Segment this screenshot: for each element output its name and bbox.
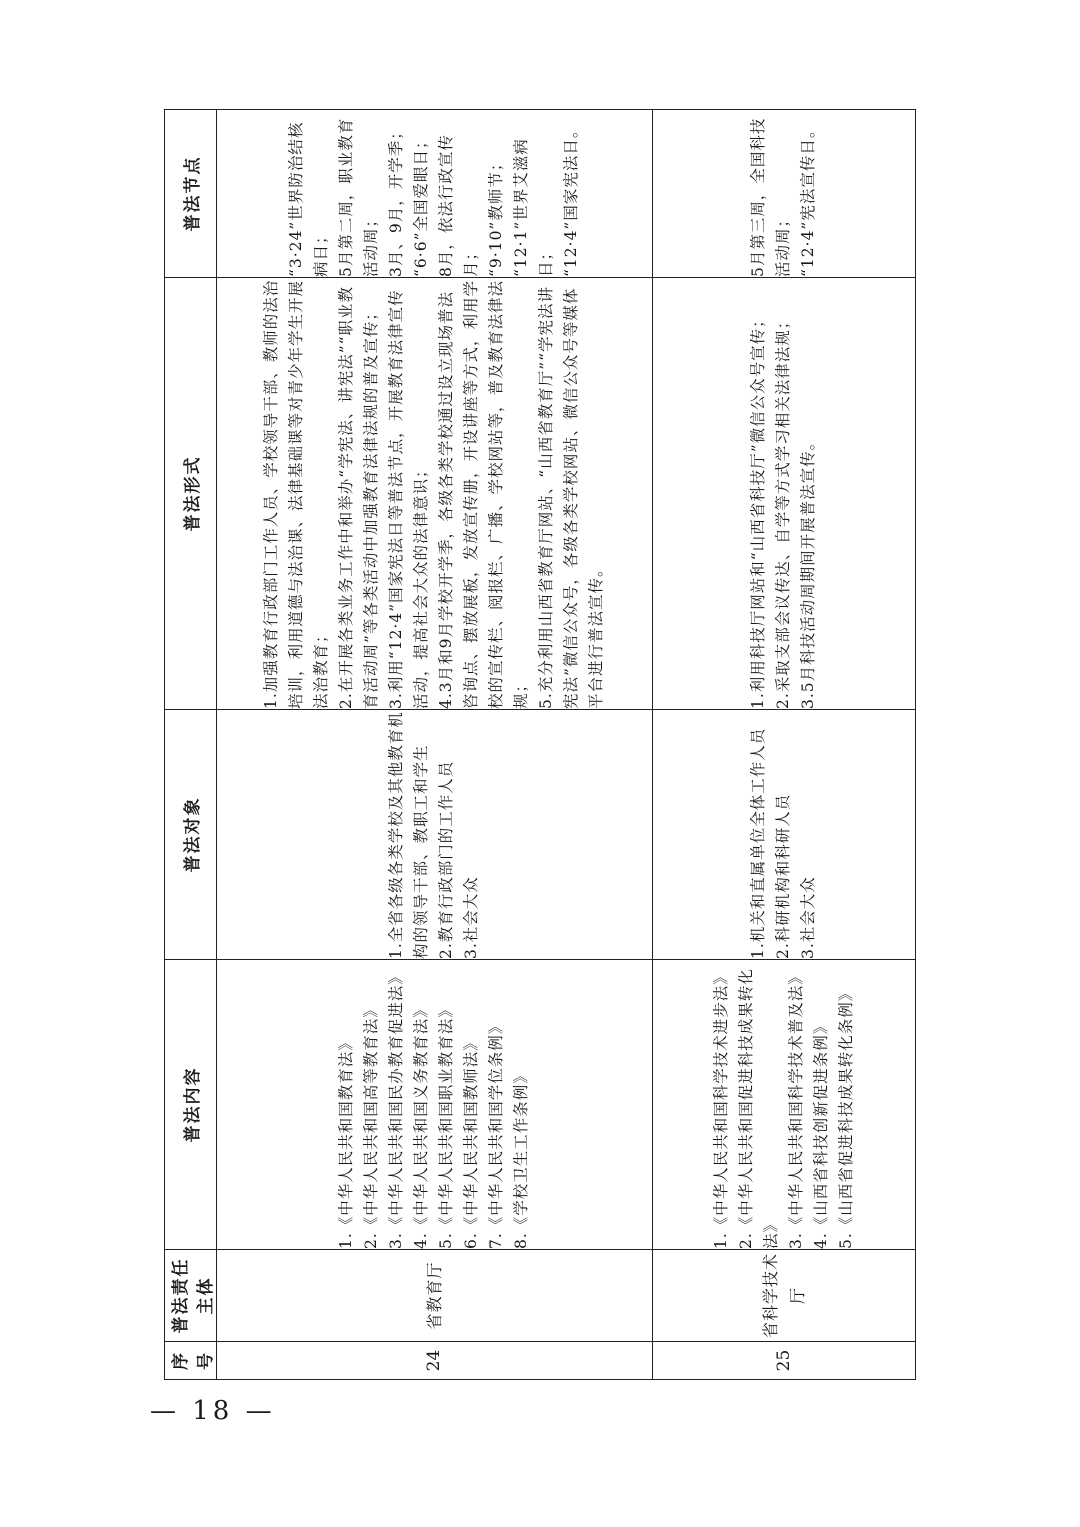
target-item: 3.社会大众 <box>799 876 818 959</box>
target-item: 1.全省各级各类学校及其他教育机构的领导干部、教职工和学生 <box>387 711 431 959</box>
form-item: 4.3月和9月学校开学季，各级各类学校通过设立现场普法咨询点、摆放展板，发放宣传册，开设讲座等方式，利用学校的宣传栏、阅报栏、广播、学校网站等，普及教育法律法规； <box>437 279 531 709</box>
content-cell <box>217 960 653 1250</box>
content-item: 6.《中华人民共和国教师法》 <box>462 1034 481 1249</box>
content-item: 5.《山西省促进科技成果转化条例》 <box>836 984 855 1249</box>
target-cell <box>652 710 915 960</box>
table-row <box>652 110 915 1380</box>
content-item: 3.《中华人民共和国科学技术普及法》 <box>786 968 805 1249</box>
target-item: 3.社会大众 <box>462 876 481 959</box>
content-item: 4.《山西省科技创新促进条例》 <box>811 1017 830 1249</box>
target-item: 1.机关和直属单位全体工作人员 <box>749 727 768 959</box>
header-target: 普法对象 <box>165 710 217 960</box>
form-item: 5.充分利用山西省教育厅网站、“山西省教育厅”“学宪法讲宪法”微信公众号，各级各类学校网站、微信公众号等媒体平台进行普法宣传。 <box>537 285 606 709</box>
law-publicity-table <box>164 109 916 1380</box>
content-item: 3.《中华人民共和国民办教育促进法》 <box>387 968 406 1249</box>
content-item: 2.《中华人民共和国高等教育法》 <box>362 1001 381 1249</box>
festival-cell <box>652 110 915 278</box>
header-form: 普法形式 <box>165 278 217 710</box>
festival-item: 5月第二周，职业教育活动周； <box>337 117 381 277</box>
form-item: 3.利用“12·4”国家宪法日等普法节点，开展教育法律宣传活动，提高社会大众的法律意识； <box>387 289 431 709</box>
content-item: 7.《中华人民共和国学位条例》 <box>487 1017 506 1249</box>
festival-item: 5月第三周，全国科技活动周； <box>749 117 793 277</box>
form-item: 3.5月科技活动周期间开展普法宣传。 <box>799 433 818 709</box>
content-item: 4.《中华人民共和国义务教育法》 <box>412 1001 431 1249</box>
form-cell <box>217 278 653 710</box>
form-item: 2.在开展各类业务工作中和举办“学宪法、讲宪法”“职业教育活动周”等各类活动中加强教育法律法规的普及宣传； <box>337 285 381 709</box>
festival-item: 3月、9月，开学季； <box>387 123 406 277</box>
header-no: 序号 <box>165 1342 217 1380</box>
responsible-subject: 省科学技术厅 <box>652 1250 915 1342</box>
form-cell <box>652 278 915 710</box>
page-number: — 18 — <box>150 1396 276 1426</box>
table-row <box>217 110 653 1380</box>
form-item: 2.采取支部会议传达、自学等方式学习相关法律法规； <box>774 312 793 709</box>
rotated-table-sheet <box>164 110 916 1380</box>
header-subject: 普法责任主体 <box>165 1250 217 1342</box>
festival-item: “12·4”宪法宣传日。 <box>799 121 818 277</box>
form-item: 1.利用科技厅网站和“山西省科技厅”微信公众号宣传； <box>749 311 768 709</box>
header-content: 普法内容 <box>165 960 217 1250</box>
target-item: 2.科研机构和科研人员 <box>774 793 793 959</box>
content-item: 2.《中华人民共和国促进科技成果转化法》 <box>736 968 780 1249</box>
content-item: 1.《中华人民共和国科学技术进步法》 <box>711 968 730 1249</box>
content-item: 8.《学校卫生工作条例》 <box>512 1067 531 1249</box>
festival-item: “12·1”世界艾滋病日； <box>512 138 556 277</box>
target-item: 2.教育行政部门的工作人员 <box>437 760 456 959</box>
content-item: 1.《中华人民共和国教育法》 <box>337 1034 356 1249</box>
target-cell <box>217 710 653 960</box>
form-item: 1.加强教育行政部门工作人员、学校领导干部、教师的法治培训，利用道德与法治课、法律基础课等对青少年学生开展法治教育； <box>262 279 331 709</box>
content-item: 5.《中华人民共和国职业教育法》 <box>437 1001 456 1249</box>
festival-item: “6·6”全国爱眼日； <box>412 132 431 277</box>
table-header-row <box>165 110 217 1380</box>
festival-cell <box>217 110 653 278</box>
responsible-subject: 省教育厅 <box>217 1250 653 1342</box>
row-number: 25 <box>652 1342 915 1380</box>
content-cell <box>652 960 915 1250</box>
header-festival: 普法节点 <box>165 110 217 278</box>
row-number: 24 <box>217 1342 653 1380</box>
festival-item: 8月，依法行政宣传月； <box>437 134 481 277</box>
festival-item: “9·10”教师节； <box>487 154 506 277</box>
festival-item: “12·4”国家宪法日。 <box>562 121 581 277</box>
festival-item: “3·24”世界防治结核病日； <box>287 121 331 277</box>
